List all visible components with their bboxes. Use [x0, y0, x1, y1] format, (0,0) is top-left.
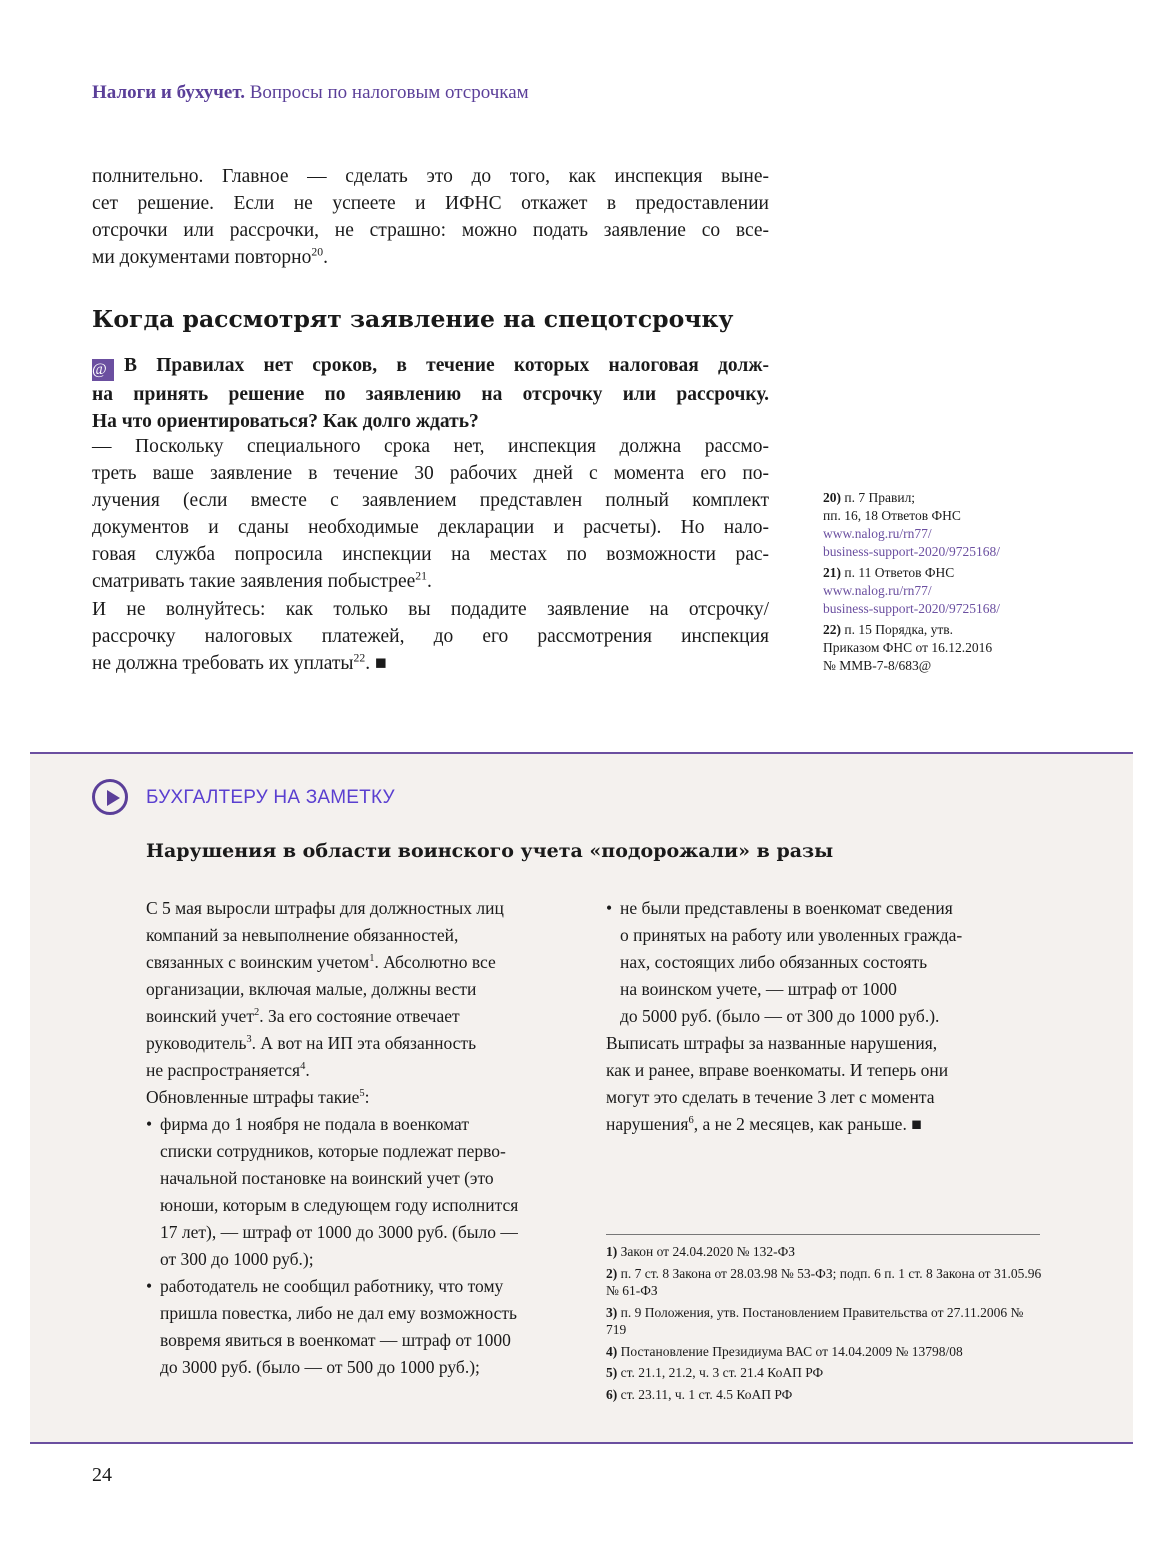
footnote-ref: 5: [359, 1088, 365, 1100]
bullet-icon: •: [606, 898, 613, 918]
line-text: до 3000 руб. (было — от 500 до 1000 руб.);: [160, 1357, 480, 1377]
play-icon: [92, 779, 128, 815]
line-text: сет решение. Если не успеете и ИФНС откажет в предоставлении: [92, 193, 769, 214]
line-text: юноши, которым в следующем году исполнится: [160, 1195, 519, 1215]
line-text: Обновленные штрафы такие: [146, 1087, 360, 1107]
text-line: [92, 514, 769, 541]
box-footnote: [606, 1243, 1046, 1261]
box-heading: Нарушения в области воинского учета «подорожали» в разы: [146, 840, 834, 862]
side-footnote: [823, 564, 1000, 618]
line-text: треть ваше заявление в течение 30 рабочих дней с момента его по-: [92, 463, 769, 484]
header-section: Налоги и бухучет.: [92, 82, 245, 103]
footnote-number: 2): [606, 1265, 618, 1281]
paragraph-closing: [92, 596, 769, 677]
line-text: .: [323, 247, 328, 268]
text-line: [146, 1138, 576, 1165]
text-line: [92, 163, 769, 190]
text-line: [146, 1273, 576, 1300]
text-line: [606, 949, 1040, 976]
line-text: воинский учет: [146, 1006, 254, 1026]
line-text: работодатель не сообщил работнику, что тому: [160, 1276, 504, 1296]
line-text: отсрочки или рассрочки, не страшно: можно подать заявление со все-: [92, 220, 769, 241]
footnote-link[interactable]: www.nalog.ru/rn77/: [823, 583, 932, 598]
line-text: компаний за невыполнение обязанностей,: [146, 925, 459, 945]
line-text: фирма до 1 ноября не подала в военкомат: [160, 1114, 469, 1134]
line-text: . А вот на ИП эта обязанность: [251, 1033, 477, 1053]
text-line: [606, 1003, 1040, 1030]
text-line: [92, 541, 769, 568]
line-text: . ■: [365, 653, 387, 674]
line-text: организации, включая малые, должны вести: [146, 979, 477, 999]
line-text: рассрочку налоговых платежей, до его рассмотрения инспекция: [92, 626, 769, 647]
footnote-ref: 4: [300, 1061, 306, 1073]
text-line: [92, 596, 769, 623]
line-text: пришла повестка, либо не дал ему возможность: [160, 1303, 517, 1323]
line-text: от 300 до 1000 руб.);: [160, 1249, 314, 1269]
footnote-text: ст. 21.1, 21.2, ч. 3 ст. 21.4 КоАП РФ: [620, 1365, 824, 1380]
text-line: [146, 1354, 576, 1381]
line-text: — Поскольку специального срока нет, инспекция должна рассмо-: [92, 436, 769, 457]
text-line: [606, 895, 1040, 922]
text-line: [146, 1165, 576, 1192]
line-text: .: [305, 1060, 310, 1080]
text-line: [92, 244, 769, 271]
footnote-number: 21): [823, 565, 841, 580]
question-block: [92, 352, 769, 435]
footnote-link[interactable]: business-support-2020/9725168/: [823, 544, 1000, 559]
line-text: вовремя явиться в военкомат — штраф от 1000: [160, 1330, 511, 1350]
text-line: [146, 1246, 576, 1273]
text-line: [92, 190, 769, 217]
footnote-text: п. 11 Ответов ФНС: [844, 565, 955, 580]
text-line: [146, 976, 576, 1003]
footnote-ref: 22: [353, 651, 366, 665]
at-icon: @: [92, 359, 114, 381]
text-line: [92, 381, 769, 408]
line-text: могут это сделать в течение 3 лет с момента: [606, 1087, 935, 1107]
line-text: до 5000 руб. (было — от 300 до 1000 руб.).: [620, 1006, 940, 1026]
line-text: В Правилах нет сроков, в течение которых налоговая долж-: [124, 355, 769, 376]
footnote-text: Приказом ФНС от 16.12.2016: [823, 640, 993, 655]
section-heading: Когда рассмотрят заявление на спецотсрочку: [92, 305, 734, 333]
text-line: [606, 1030, 1040, 1057]
line-text: как и ранее, вправе военкоматы. И теперь они: [606, 1060, 949, 1080]
text-line: [606, 1057, 1040, 1084]
line-text: , а не 2 месяцев, как раньше. ■: [693, 1114, 922, 1134]
text-line: [92, 650, 769, 677]
footnote-text: п. 9 Положения, утв. Постановлением Правительства от 27.11.2006 № 719: [606, 1304, 1024, 1337]
line-text: говая служба попросила инспекции на местах по возможности рас-: [92, 544, 769, 565]
text-line: [92, 408, 769, 435]
line-text: . За его состояние отвечает: [259, 1006, 460, 1026]
footnote-text: п. 15 Порядка, утв.: [844, 622, 954, 637]
box-left-column: [146, 895, 576, 1381]
footnote-number: 6): [606, 1386, 618, 1402]
footnote-ref: 6: [688, 1115, 694, 1127]
header-title: Вопросы по налоговым отсрочкам: [249, 82, 529, 103]
footnote-number: 5): [606, 1365, 618, 1380]
footnote-text: пп. 16, 18 Ответов ФНС: [823, 508, 961, 523]
line-text: 17 лет), — штраф от 1000 до 3000 руб. (было —: [160, 1222, 518, 1242]
line-text: сматривать такие заявления побыстрее: [92, 571, 416, 592]
box-footnote: [606, 1343, 1046, 1361]
bullet-icon: •: [146, 1276, 153, 1296]
line-text: . Абсолютно все: [374, 952, 496, 972]
text-line: [606, 1084, 1040, 1111]
box-footnotes: [606, 1243, 1046, 1407]
footnote-number: 3): [606, 1304, 618, 1320]
text-line: [92, 487, 769, 514]
running-header: [92, 82, 529, 104]
side-footnote: [823, 621, 1000, 675]
line-text: на воинском учете, — штраф от 1000: [620, 979, 897, 999]
text-line: [606, 976, 1040, 1003]
text-line: [146, 922, 576, 949]
line-text: не распространяется: [146, 1060, 301, 1080]
line-text: лучения (если вместе с заявлением представлен полный комплект: [92, 490, 769, 511]
text-line: [92, 352, 769, 381]
line-text: ми документами повторно: [92, 247, 312, 268]
paragraph-intro: [92, 163, 769, 271]
box-label: БУХГАЛТЕРУ НА ЗАМЕТКУ: [146, 787, 395, 808]
footnote-text: п. 7 ст. 8 Закона от 28.03.98 № 53-ФЗ; подп. 6 п. 1 ст. 8 Закона от 31.05.96 № 61-ФЗ: [606, 1265, 1042, 1298]
text-line: [606, 922, 1040, 949]
footnote-ref: 3: [246, 1034, 252, 1046]
line-text: Выписать штрафы за названные нарушения,: [606, 1033, 938, 1053]
line-text: связанных с воинским учетом: [146, 952, 370, 972]
text-line: [146, 895, 576, 922]
line-text: не должна требовать их уплаты: [92, 653, 354, 674]
line-text: начальной постановке на воинский учет (это: [160, 1168, 494, 1188]
box-footnote: [606, 1386, 1046, 1404]
text-line: [146, 1111, 576, 1138]
page-number: 24: [92, 1464, 112, 1486]
box-right-column: [606, 895, 1040, 1138]
text-line: [146, 1192, 576, 1219]
footnote-number: 1): [606, 1244, 618, 1259]
footnote-text: Постановление Президиума ВАС от 14.04.2009 № 13798/08: [620, 1343, 963, 1359]
text-line: [146, 1057, 576, 1084]
footnote-link[interactable]: www.nalog.ru/rn77/: [823, 526, 932, 541]
line-text: полнительно. Главное — сделать это до того, как инспекция выне-: [92, 166, 769, 187]
box-footnote: [606, 1304, 1046, 1339]
line-text: С 5 мая выросли штрафы для должностных лиц: [146, 898, 504, 918]
text-line: [92, 460, 769, 487]
text-line: [146, 949, 576, 976]
text-line: [92, 568, 769, 595]
line-text: нах, состоящих либо обязанных состоять: [620, 952, 928, 972]
text-line: [92, 433, 769, 460]
footnote-ref: 20: [311, 245, 324, 259]
answer-paragraph: [92, 433, 769, 595]
text-line: [146, 1030, 576, 1057]
line-text: списки сотрудников, которые подлежат перво-: [160, 1141, 506, 1161]
footnote-ref: 21: [415, 569, 427, 583]
footnote-number: 20): [823, 490, 841, 505]
line-text: :: [364, 1087, 370, 1107]
footnote-text: № ММВ-7-8/683@: [823, 658, 932, 673]
footnote-link[interactable]: business-support-2020/9725168/: [823, 601, 1000, 616]
footnote-divider: [606, 1234, 1040, 1235]
text-line: [146, 1327, 576, 1354]
footnote-ref: 2: [253, 1007, 260, 1019]
line-text: на принять решение по заявлению на отсрочку или рассрочку.: [92, 384, 769, 405]
text-line: [146, 1219, 576, 1246]
bullet-icon: •: [146, 1114, 153, 1134]
footnote-number: 4): [606, 1343, 618, 1359]
line-text: руководитель: [146, 1033, 247, 1053]
box-footnote: [606, 1265, 1046, 1300]
line-text: документов и сданы необходимые декларации и расчеты). Но нало-: [92, 517, 769, 538]
text-line: [146, 1300, 576, 1327]
line-text: .: [426, 571, 432, 592]
footnote-ref: 1: [369, 953, 375, 965]
line-text: И не волнуйтесь: как только вы подадите заявление на отсрочку/: [92, 599, 769, 620]
line-text: нарушения: [606, 1114, 689, 1134]
side-footnote: [823, 489, 1000, 561]
text-line: [606, 1111, 1040, 1138]
side-footnotes: [823, 489, 1000, 678]
text-line: [146, 1084, 576, 1111]
text-line: [92, 623, 769, 650]
footnote-text: п. 7 Правил;: [844, 490, 916, 505]
text-line: [92, 217, 769, 244]
text-line: [146, 1003, 576, 1030]
line-text: о принятых на работу или уволенных гражда-: [620, 925, 963, 945]
line-text: На что ориентироваться? Как долго ждать?: [92, 411, 479, 432]
footnote-number: 22): [823, 622, 841, 637]
footnote-text: ст. 23.11, ч. 1 ст. 4.5 КоАП РФ: [620, 1386, 793, 1402]
footnote-text: Закон от 24.04.2020 № 132-ФЗ: [620, 1244, 796, 1259]
box-footnote: [606, 1364, 1046, 1382]
line-text: не были представлены в военкомат сведения: [620, 898, 953, 918]
